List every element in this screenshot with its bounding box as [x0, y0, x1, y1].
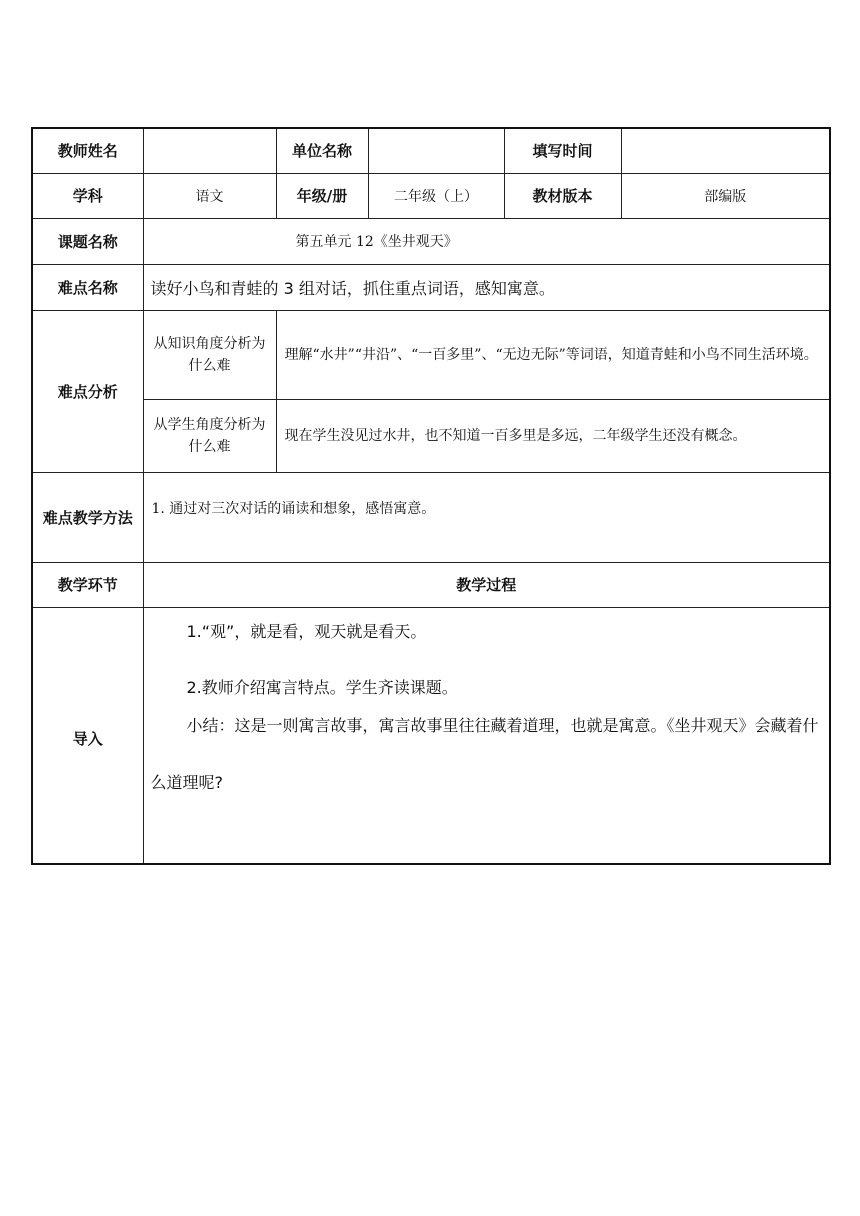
lesson-plan-table — [31, 127, 831, 865]
intro-label: 导入 — [32, 607, 143, 864]
unit-name-value[interactable] — [368, 128, 504, 173]
subject-value: 语文 — [143, 173, 276, 218]
method-label: 难点教学方法 — [32, 472, 143, 562]
knowledge-angle-text: 理解“水井”“井沿”、“一百多里”、“无边无际”等词语，知道青蛙和小鸟不同生活环境。 — [276, 310, 830, 399]
intro-summary-paragraph: 小结：这是一则寓言故事，寓言故事里往往藏着道理，也就是寓意。《坐井观天》会藏着什么道理呢? — [150, 715, 819, 792]
textbook-value: 部编版 — [621, 173, 830, 218]
knowledge-angle-label: 从知识角度分析为什么难 — [143, 310, 276, 399]
difficulty-row — [32, 264, 830, 310]
topic-value: 第五单元 12《坐井观天》 — [143, 218, 830, 264]
intro-paragraph-1: 1.“观”，就是看，观天就是看天。 — [186, 621, 427, 641]
teacher-info-row — [32, 128, 830, 173]
difficulty-value: 读好小鸟和青蛙的 3 组对话，抓住重点词语，感知寓意。 — [143, 264, 830, 310]
textbook-label: 教材版本 — [504, 173, 621, 218]
unit-name-label: 单位名称 — [276, 128, 368, 173]
student-angle-label: 从学生角度分析为什么难 — [143, 399, 276, 472]
topic-label: 课题名称 — [32, 218, 143, 264]
fill-time-value[interactable] — [621, 128, 830, 173]
teacher-name-value[interactable] — [143, 128, 276, 173]
fill-time-label: 填写时间 — [504, 128, 621, 173]
grade-value: 二年级（上） — [368, 173, 504, 218]
analysis-student-row — [32, 399, 830, 472]
process-header-row — [32, 562, 830, 607]
method-row — [32, 472, 830, 562]
intro-paragraph-2: 2.教师介绍寓言特点。学生齐读课题。 — [186, 677, 458, 697]
stage-label: 教学环节 — [32, 562, 143, 607]
intro-row — [32, 607, 830, 864]
grade-label: 年级/册 — [276, 173, 368, 218]
analysis-label: 难点分析 — [32, 310, 143, 472]
difficulty-label: 难点名称 — [32, 264, 143, 310]
analysis-knowledge-row — [32, 310, 830, 399]
teacher-name-label: 教师姓名 — [32, 128, 143, 173]
method-text: 1. 通过对三次对话的诵读和想象，感悟寓意。 — [143, 472, 830, 562]
topic-row — [32, 218, 830, 264]
subject-label: 学科 — [32, 173, 143, 218]
intro-content — [143, 607, 830, 864]
subject-row — [32, 173, 830, 218]
student-angle-text: 现在学生没见过水井，也不知道一百多里是多远，二年级学生还没有概念。 — [276, 399, 830, 472]
process-label: 教学过程 — [143, 562, 830, 607]
